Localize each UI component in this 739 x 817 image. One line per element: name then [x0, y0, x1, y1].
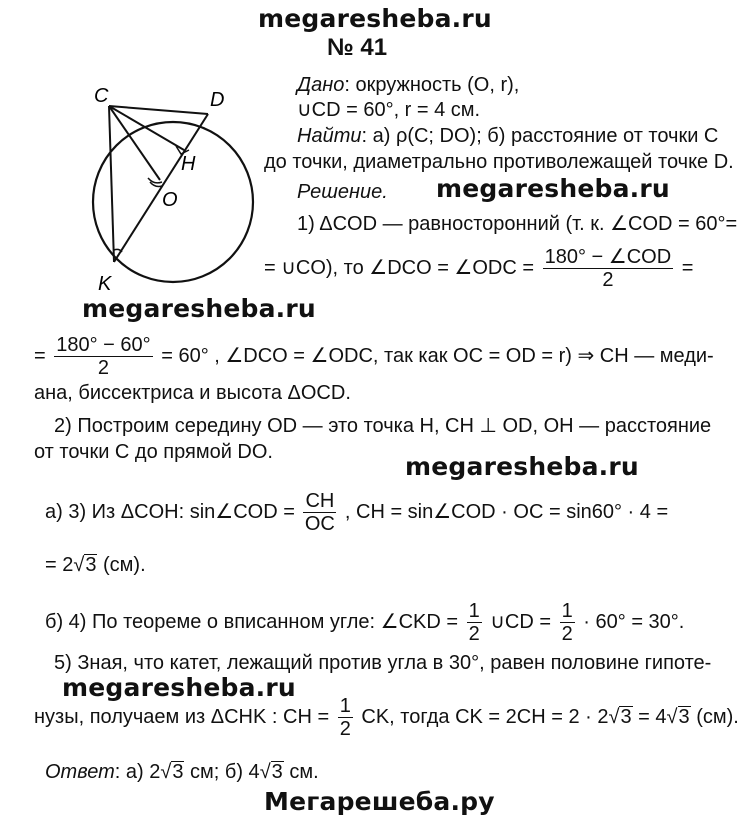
fraction-denominator: 2	[561, 623, 573, 645]
answer-b: см; б) 4	[184, 761, 260, 783]
step-10c-text: = 4	[632, 705, 667, 728]
step-8a-text: б) 4) По теореме о вписанном угле: ∠CKD =	[45, 610, 459, 633]
answer-label: Ответ	[45, 761, 115, 783]
label-o: O	[162, 189, 178, 211]
step-8b-text: ∪CD =	[490, 610, 552, 633]
fraction-denominator: 2	[97, 357, 110, 379]
problem-number: № 41	[327, 34, 388, 61]
answer-line: Ответ: а) 2√3 см; б) 4√3 см.	[45, 761, 319, 783]
solution-step-6	[45, 490, 668, 535]
label-k: K	[98, 273, 112, 295]
solution-step-10: нузы, получаем из ΔCHK : CH = $\frac{1}{2}$ CK, тогда CK = 2CH = 2 · 2√3 = 4√3 (см).	[34, 695, 739, 740]
watermark-footer: Мегарешеба.ру	[264, 787, 495, 816]
given-line-1	[297, 73, 519, 97]
equals-sign: =	[681, 256, 694, 279]
watermark-mid: megaresheba.ru	[405, 452, 639, 481]
step-2-text: = 60° , ∠DCO = ∠ODC, так как OC = OD = r) ⇒ CH — меди-	[161, 344, 714, 367]
fraction-denominator: 2	[468, 623, 480, 645]
step-6b-text: , CH = sin∠COD · OC = sin60° · 4 =	[344, 500, 669, 523]
fraction-denominator: 2	[602, 269, 614, 291]
radicand: 3	[85, 554, 97, 576]
step-6a-text: а) 3) Из ΔCOH: sin∠COD =	[45, 500, 295, 523]
answer-c: см.	[283, 761, 319, 783]
fraction-half-3	[338, 695, 353, 740]
fraction-numerator: 180° − 60°	[56, 334, 151, 356]
given-text: : окружность (O, r),	[344, 74, 520, 96]
step-10b-text: CK, тогда CK = 2CH = 2 · 2	[361, 705, 609, 728]
radicand: 3	[172, 761, 184, 783]
segment-ch	[109, 106, 184, 150]
fraction-ch-oc	[303, 490, 336, 535]
segment-cd	[109, 106, 208, 114]
given-label: Дано	[297, 74, 345, 96]
watermark-bottom-left: megaresheba.ru	[62, 673, 296, 702]
find-line	[297, 124, 718, 148]
fraction-numerator: 1	[561, 600, 573, 622]
find-line-2: до точки, диаметрально противолежащей точке D.	[264, 151, 734, 173]
segment-co	[109, 106, 160, 180]
watermark-left: megaresheba.ru	[82, 294, 316, 323]
segment-ck	[109, 106, 114, 262]
fraction-numerator: 180° − ∠COD	[544, 246, 672, 268]
label-d: D	[210, 89, 225, 111]
geometry-figure	[80, 84, 280, 294]
given-line-2: ∪CD = 60°, r = 4 см.	[297, 99, 481, 121]
solution-step-3: ана, биссектриса и высота ΔOCD.	[34, 382, 351, 404]
fraction-180-cod	[543, 246, 674, 291]
answer-a: : а) 2	[114, 761, 161, 783]
fraction-numerator: 1	[339, 695, 351, 717]
solution-step-4: 2) Построим середину OD — это точка H, CH ⊥ OD, OH — расстояние	[54, 415, 712, 437]
step-7b-text: (см).	[97, 554, 146, 576]
solution-label: Решение.	[297, 181, 388, 203]
label-c: C	[94, 85, 109, 107]
radicand: 3	[271, 761, 283, 783]
fraction-numerator: 1	[468, 600, 480, 622]
solution-step-7: = 2√3 (см).	[45, 554, 146, 576]
step-1b-text: = ∪CO), то ∠DCO = ∠ODC =	[264, 256, 535, 279]
fraction-180-60	[54, 334, 152, 379]
solution-step-9: 5) Зная, что катет, лежащий против угла в 30°, равен половине гипоте-	[54, 652, 712, 674]
find-label: Найти	[297, 125, 362, 147]
step-8c-text: · 60° = 30°.	[583, 610, 685, 633]
fraction-half-1	[467, 600, 482, 645]
fraction-denominator: OC	[304, 513, 335, 535]
solution-step-5: от точки C до прямой DO.	[34, 441, 273, 463]
radicand: 3	[678, 705, 690, 728]
watermark-top: megaresheba.ru	[258, 4, 492, 33]
equals-sign: =	[34, 344, 46, 367]
step-10d-text: (см).	[690, 705, 739, 728]
step-10a-text: нузы, получаем из ΔCHK : CH =	[34, 705, 330, 728]
find-text: : а) ρ(C; DO); б) расстояние от точки C	[361, 125, 719, 147]
radicand: 3	[620, 705, 632, 728]
label-h: H	[181, 153, 196, 175]
solution-step-8	[45, 600, 684, 645]
fraction-numerator: CH	[305, 490, 335, 512]
step-7a-text: = 2	[45, 554, 74, 576]
fraction-denominator: 2	[339, 718, 351, 740]
solution-step-1a: 1) ΔCOD — равносторонний (т. к. ∠COD = 60°=	[297, 213, 738, 235]
watermark-mid-right: megaresheba.ru	[436, 174, 670, 203]
solution-step-1b	[264, 246, 693, 291]
fraction-half-2	[560, 600, 575, 645]
solution-step-2	[34, 334, 714, 379]
